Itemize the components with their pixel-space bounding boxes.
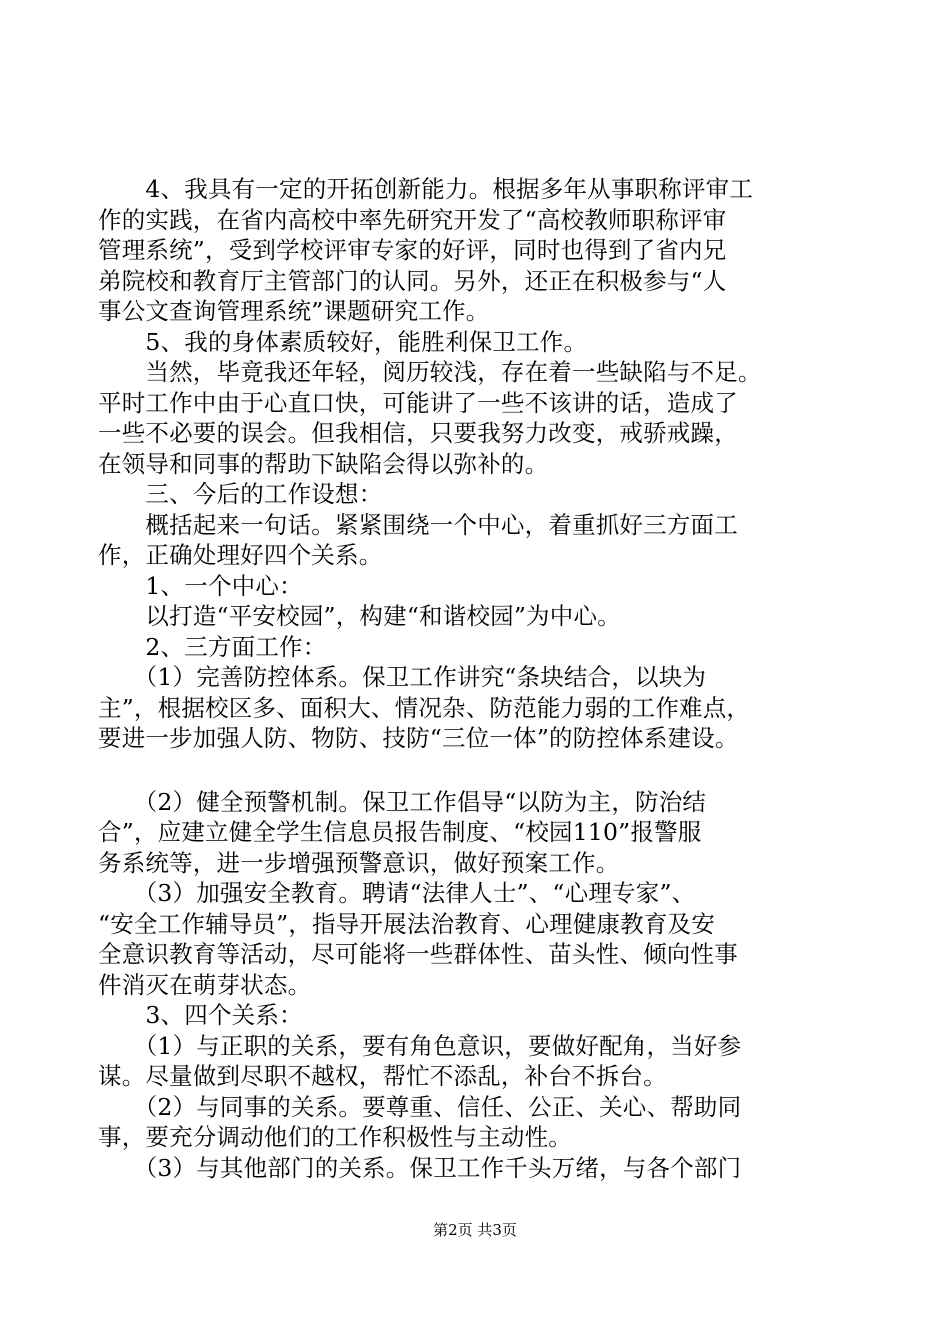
page-number-footer: 第2页 共3页 [433,1221,517,1239]
paragraph-line: 事，要充分调动他们的工作积极性与主动性。 [98,1123,572,1151]
document-body [98,174,858,1183]
paragraph-line: 在领导和同事的帮助下缺陷会得以弥补的。 [98,449,549,478]
paragraph-line: 一些不必要的误会。但我相信，只要我努力改变，戒骄戒躁， [98,419,738,447]
paragraph-line: 要进一步加强人防、物防、技防“三位一体”的防控体系建设。 [98,724,739,752]
paragraph-line: 当然，毕竟我还年轻，阅历较浅，存在着一些缺陷与不足。 [98,358,762,386]
paragraph-line: 4、我具有一定的开拓创新能力。根据多年从事职称评审工 [98,175,754,203]
paragraph-line: 以打造“平安校园”，构建“和谐校园”为中心。 [98,602,621,630]
paragraph-line: 作，正确处理好四个关系。 [98,541,383,569]
paragraph-line: 合”，应建立健全学生信息员报告制度、“校园110”报警服 [98,818,702,846]
paragraph-line: 5、我的身体素质较好，能胜利保卫工作。 [98,327,588,356]
paragraph-line: 务系统等，进一步增强预警意识，做好预案工作。 [98,848,620,877]
paragraph-line: 全意识教育等活动，尽可能将一些群体性、苗头性、倾向性事 [98,940,738,968]
subsection-heading: 1、一个中心： [98,571,303,600]
paragraph-line: （3）与其他部门的关系。保卫工作千头万绪，与各个部门 [98,1153,742,1182]
paragraph-line: 谋。尽量做到尽职不越权，帮忙不添乱，补台不拆台。 [98,1062,667,1090]
paragraph-line: （2）健全预警机制。保卫工作倡导“以防为主，防治结 [98,787,707,816]
paragraph-line: （2）与同事的关系。要尊重、信任、公正、关心、帮助同 [98,1092,742,1121]
section-heading: 三、今后的工作设想： [98,480,383,508]
paragraph-line: （1）完善防控体系。保卫工作讲究“条块结合，以块为 [98,663,707,691]
subsection-heading: 3、四个关系： [98,1001,303,1029]
paragraph-line: （1）与正职的关系，要有角色意识，要做好配角，当好参 [98,1031,742,1060]
paragraph-line: 主”，根据校区多、面积大、情况杂、防范能力弱的工作难点， [98,693,751,722]
paragraph-line: 件消灭在萌芽状态。 [98,970,312,999]
paragraph-line: 平时工作中由于心直口快，可能讲了一些不该讲的话，造成了 [98,388,738,417]
paragraph-line: 管理系统”，受到学校评审专家的好评，同时也得到了省内兄 [98,236,727,264]
paragraph-line: 事公文查询管理系统”课题研究工作。 [98,297,490,325]
paragraph-line: 弟院校和教育厅主管部门的认同。另外，还正在积极参与“人 [98,266,727,295]
paragraph-line: 概括起来一句话。紧紧围绕一个中心，着重抓好三方面工 [98,510,738,539]
paragraph-line: （3）加强安全教育。聘请“法律人士”、“心理专家”、 [98,879,696,907]
paragraph-line: 作的实践，在省内高校中率先研究开发了“高校教师职称评审 [98,205,727,234]
subsection-heading: 2、三方面工作： [98,632,327,661]
paragraph-line: “安全工作辅导员”，指导开展法治教育、心理健康教育及安 [98,909,715,938]
